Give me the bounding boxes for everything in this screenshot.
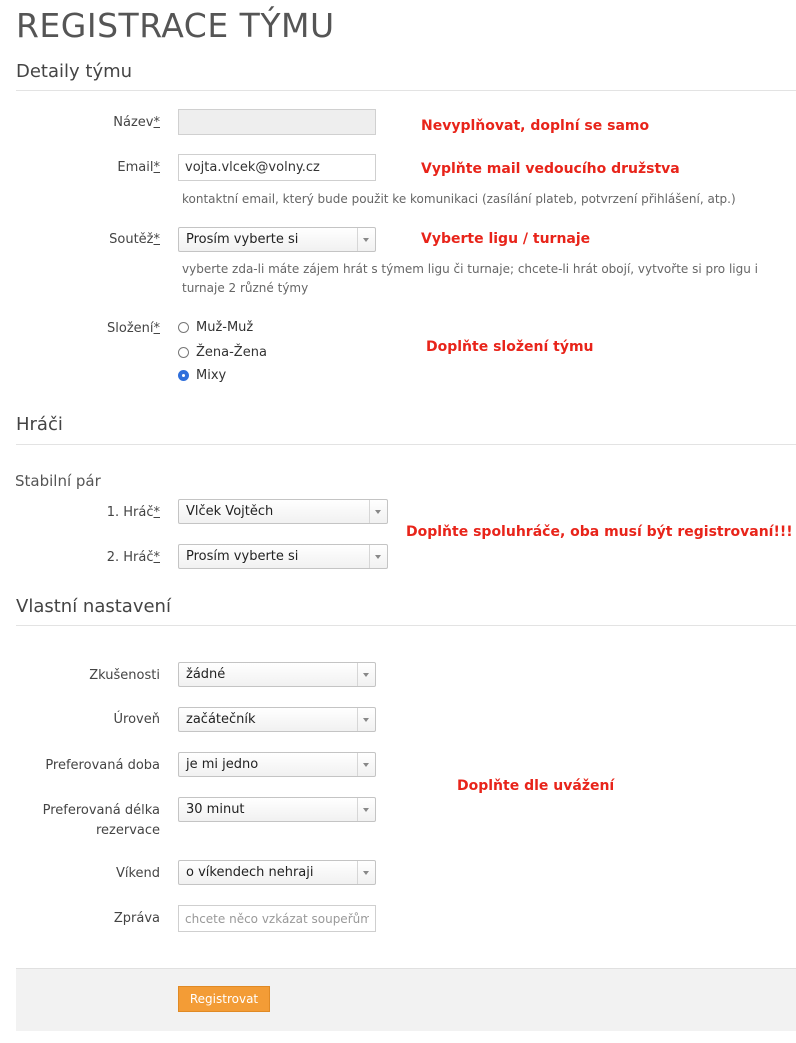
name-input	[178, 109, 376, 135]
composition-label: Složení*	[107, 321, 160, 336]
email-label: Email*	[117, 160, 160, 175]
competition-help-line: turnaje 2 různé týmy	[182, 281, 309, 295]
player2-select[interactable]	[178, 544, 388, 569]
level-label: Úroveň	[113, 712, 160, 727]
annotation-players: Doplňte spoluhráče, oba musí být registrovaní!!!	[406, 524, 793, 540]
message-input[interactable]	[178, 905, 376, 932]
player2-select-value: Prosím vyberte si	[186, 549, 299, 564]
player1-select[interactable]	[178, 499, 388, 524]
annotation-name: Nevyplňovat, doplní se samo	[421, 118, 650, 134]
chevron-down-icon	[357, 861, 375, 884]
chevron-down-icon	[357, 228, 375, 251]
preferred-length-label-line: Preferovaná délka	[42, 803, 160, 818]
competition-label: Soutěž*	[109, 232, 160, 247]
chevron-down-icon	[357, 708, 375, 731]
radio-button[interactable]	[178, 322, 189, 333]
preferred-length-select[interactable]	[178, 797, 376, 822]
weekend-select-value: o víkendech nehraji	[186, 865, 314, 880]
weekend-select[interactable]	[178, 860, 376, 885]
section-title-team: Detaily týmu	[16, 61, 133, 82]
composition-option-mixy[interactable]	[178, 368, 226, 383]
email-input[interactable]	[178, 154, 376, 181]
section-title-players: Hráči	[16, 414, 63, 435]
section-title-custom: Vlastní nastavení	[16, 596, 171, 617]
experience-select[interactable]	[178, 662, 376, 687]
annotation-custom: Doplňte dle uvážení	[457, 778, 615, 794]
player1-select-value: Vlček Vojtěch	[186, 504, 274, 519]
radio-button[interactable]	[178, 347, 189, 358]
preferred-time-select[interactable]	[178, 752, 376, 777]
form-footer	[16, 968, 796, 1031]
experience-label: Zkušenosti	[89, 668, 160, 683]
annotation-composition: Doplňte složení týmu	[426, 339, 594, 355]
level-select-value: začátečník	[186, 712, 256, 727]
annotation-competition: Vyberte ligu / turnaje	[421, 231, 591, 247]
page-title: REGISTRACE TÝMU	[16, 6, 335, 45]
competition-select[interactable]	[178, 227, 376, 252]
experience-select-value: žádné	[186, 667, 226, 682]
section-divider	[16, 625, 796, 626]
composition-option-label: Mixy	[196, 368, 227, 383]
section-divider	[16, 90, 796, 91]
preferred-time-label: Preferovaná doba	[45, 758, 160, 773]
composition-option-label: Žena-Žena	[196, 345, 267, 360]
composition-option-label: Muž-Muž	[196, 320, 254, 335]
chevron-down-icon	[357, 663, 375, 686]
chevron-down-icon	[369, 545, 387, 568]
message-label: Zpráva	[113, 911, 160, 926]
composition-option-zena-zena[interactable]	[178, 345, 267, 360]
level-select[interactable]	[178, 707, 376, 732]
weekend-label: Víkend	[115, 866, 160, 881]
competition-help-line: vyberte zda-li máte zájem hrát s týmem ligu či turnaje; chcete-li hrát obojí, vytvořte si pro ligu i	[182, 262, 758, 276]
player1-label: 1. Hráč*	[106, 505, 160, 520]
competition-select-value: Prosím vyberte si	[186, 232, 299, 247]
annotation-email: Vyplňte mail vedoucího družstva	[421, 161, 680, 177]
preferred-time-select-value: je mi jedno	[186, 757, 259, 772]
chevron-down-icon	[369, 500, 387, 523]
competition-help-text	[182, 260, 758, 298]
section-divider	[16, 444, 796, 445]
player2-label: 2. Hráč*	[106, 550, 160, 565]
register-button[interactable]: Registrovat	[178, 986, 270, 1012]
composition-option-muz-muz[interactable]	[178, 320, 253, 335]
chevron-down-icon	[357, 753, 375, 776]
subsection-title-stable-pair: Stabilní pár	[15, 472, 101, 490]
preferred-length-select-value: 30 minut	[186, 802, 245, 817]
radio-button-selected[interactable]	[178, 370, 189, 381]
preferred-length-label-line: rezervace	[95, 823, 160, 838]
preferred-length-label	[0, 801, 160, 841]
email-help-text: kontaktní email, který bude použit ke komunikaci (zasílání plateb, potvrzení přihlášení, atp.)	[182, 192, 736, 206]
chevron-down-icon	[357, 798, 375, 821]
name-label: Název*	[113, 115, 160, 130]
